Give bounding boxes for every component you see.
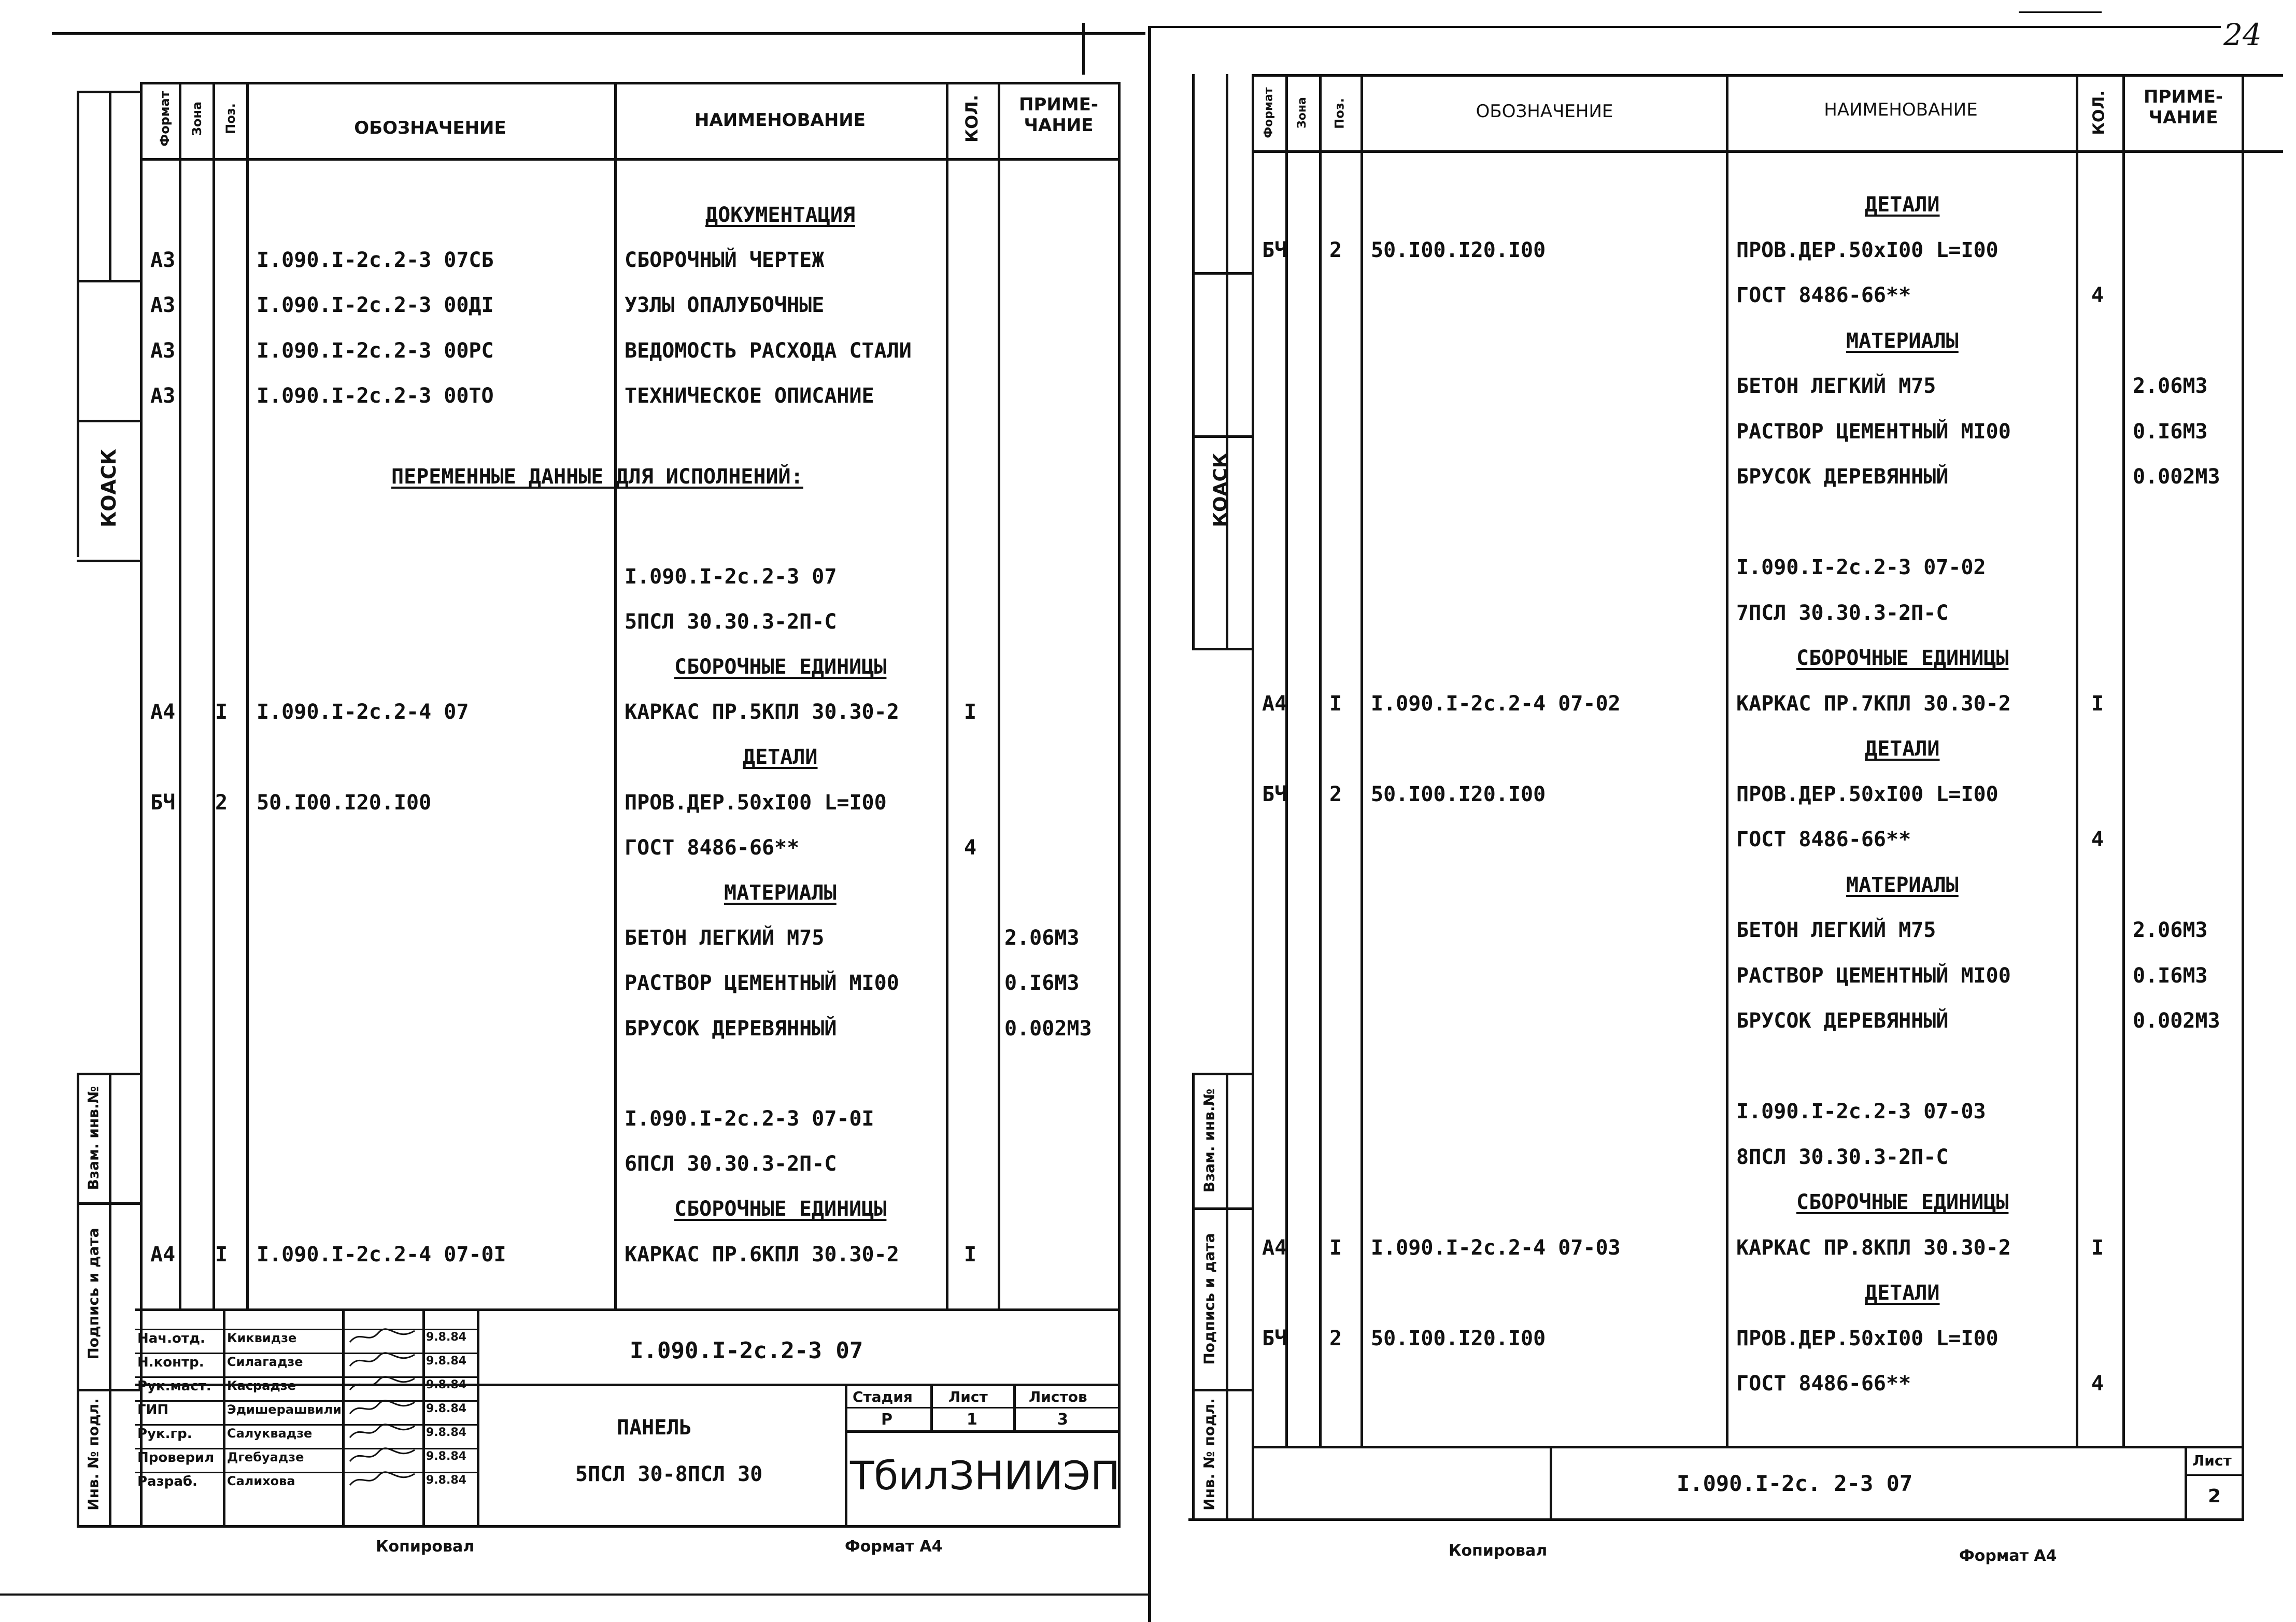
- title-block-title1: ПАНЕЛЬ: [617, 1416, 692, 1440]
- trim-line: [2019, 11, 2102, 13]
- row-format: А4: [150, 1242, 176, 1267]
- header-format: Формат: [158, 91, 172, 147]
- row-name: МАТЕРИАЛЫ: [1846, 329, 1959, 353]
- row-format: А3: [150, 338, 176, 363]
- row-quantity: 4: [964, 835, 977, 860]
- row-designation: I.090.I-2с.2-4 07-03: [1371, 1235, 1621, 1260]
- frame-top: [140, 82, 1121, 84]
- row-name: I.090.I-2с.2-3 07: [625, 564, 837, 589]
- row-format: БЧ: [1262, 1326, 1287, 1350]
- header-note-line1: ПРИМЕ-: [2144, 87, 2223, 107]
- row-name: ПРОВ.ДЕР.50хI00 L=I00: [1736, 782, 1999, 806]
- person-role: ГИП: [137, 1402, 169, 1418]
- tb-line: [2185, 1446, 2187, 1518]
- organization-name: ТбилЗНИИЭП: [850, 1453, 1121, 1499]
- row-name: ГОСТ 8486-66**: [625, 835, 800, 860]
- margin-stamp: КОАСК: [97, 449, 120, 528]
- tb-line: [2185, 1474, 2243, 1476]
- row-position: 2: [215, 790, 228, 815]
- tb-line: [845, 1430, 1119, 1433]
- margin-line: [1192, 1207, 1252, 1210]
- person-name: Силагадзе: [227, 1355, 303, 1369]
- tb-line: [845, 1407, 1119, 1408]
- row-note: 2.06М3: [2133, 918, 2208, 942]
- row-name: БРУСОК ДЕРЕВЯННЫЙ: [625, 1016, 837, 1041]
- tb-person-divider: [135, 1329, 477, 1330]
- row-name: ДЕТАЛИ: [1865, 1281, 1940, 1305]
- person-date: 9.8.84: [426, 1331, 466, 1344]
- row-format: БЧ: [150, 790, 176, 815]
- person-date: 9.8.84: [426, 1450, 466, 1463]
- header-designation: ОБОЗНАЧЕНИЕ: [1476, 101, 1613, 122]
- tb-person-divider: [135, 1424, 477, 1426]
- margin-strip: [77, 91, 79, 557]
- person-date: 9.8.84: [426, 1402, 466, 1415]
- header-designation: ОБОЗНАЧЕНИЕ: [354, 118, 506, 138]
- row-name: ГОСТ 8486-66**: [1736, 1372, 1911, 1396]
- trim-line: [52, 32, 1145, 35]
- row-note: 0.I6М3: [2133, 963, 2208, 988]
- frame-bottom: [77, 1525, 1121, 1528]
- row-quantity: I: [964, 1242, 977, 1267]
- trim-line: [1082, 23, 1085, 75]
- row-designation: I.090.I-2с.2-4 07-02: [1371, 691, 1621, 716]
- header-qty: КОЛ.: [2090, 90, 2108, 135]
- person-role: Проверил: [137, 1450, 215, 1466]
- row-quantity: 4: [2091, 283, 2104, 307]
- row-position: I: [215, 1242, 228, 1267]
- margin-label: Инв. № подл.: [1200, 1398, 1218, 1511]
- header-note: [2125, 88, 2242, 126]
- person-role: Нач.отд.: [137, 1331, 205, 1346]
- row-format: А3: [150, 293, 176, 318]
- tb-person-divider: [135, 1472, 477, 1473]
- margin-strip: [109, 91, 111, 280]
- col-divider: [614, 82, 617, 1310]
- row-name: I.090.I-2с.2-3 07-02: [1736, 556, 1986, 579]
- tb-line: [1252, 1446, 2243, 1448]
- row-position: I: [1329, 691, 1342, 716]
- signature-scribble: [347, 1398, 420, 1423]
- row-designation: I.090.I-2с.2-3 00РС: [257, 338, 494, 363]
- row-designation: 50.I00.I20.I00: [1371, 782, 1546, 806]
- person-name: Киквидзе: [227, 1331, 297, 1345]
- row-name: ДЕТАЛИ: [1865, 737, 1940, 761]
- row-name: ДЕТАЛИ: [1865, 193, 1940, 217]
- row-name: ТЕХНИЧЕСКОЕ ОПИСАНИЕ: [625, 383, 874, 408]
- row-name: ГОСТ 8486-66**: [1736, 828, 1911, 851]
- tb-line: [223, 1308, 225, 1526]
- row-note: 0.I6М3: [2133, 419, 2208, 444]
- person-date: 9.8.84: [426, 1426, 466, 1439]
- header-qty: КОЛ.: [962, 94, 982, 143]
- row-format: БЧ: [1262, 782, 1287, 806]
- margin-line: [77, 420, 141, 422]
- header-pos: Поз.: [223, 103, 238, 134]
- footer-format: Формат А4: [1959, 1547, 2057, 1565]
- row-quantity: I: [2091, 691, 2104, 716]
- person-role: Н.контр.: [137, 1355, 204, 1370]
- row-name: СБОРОЧНЫЕ ЕДИНИЦЫ: [674, 1197, 887, 1221]
- margin-line: [1192, 435, 1252, 438]
- tb-person-divider: [135, 1400, 477, 1402]
- frame-right: [2242, 74, 2244, 1520]
- col-divider: [2122, 74, 2125, 1447]
- row-name: СБОРОЧНЫЙ ЧЕРТЕЖ: [625, 248, 825, 273]
- row-designation: I.090.I-2с.2-3 00ТО: [257, 383, 494, 408]
- row-name: ГОСТ 8486-66**: [1736, 283, 1911, 307]
- row-name: 8ПСЛ 30.30.3-2П-С: [1736, 1145, 1949, 1169]
- sheet-header: Лист: [2192, 1452, 2232, 1469]
- row-note: 2.06М3: [2133, 374, 2208, 398]
- row-name: СБОРОЧНЫЕ ЕДИНИЦЫ: [1796, 1190, 2009, 1214]
- row-quantity: 4: [2091, 1372, 2104, 1396]
- stage-value: Р: [881, 1411, 892, 1429]
- person-date: 9.8.84: [426, 1474, 466, 1487]
- margin-strip: [1192, 74, 1195, 649]
- tb-person-divider: [135, 1376, 477, 1378]
- row-name: КАРКАС ПР.5КПЛ 30.30-2: [625, 700, 899, 724]
- row-quantity: I: [2091, 1235, 2104, 1260]
- margin-label: Подпись и дата: [84, 1228, 102, 1360]
- row-format: БЧ: [1262, 238, 1287, 262]
- row-name: I.090.I-2с.2-3 07-0I: [625, 1107, 874, 1131]
- frame-top: [1252, 74, 2283, 77]
- tb-person-divider: [135, 1448, 477, 1449]
- person-date: 9.8.84: [426, 1355, 466, 1368]
- row-name: МАТЕРИАЛЫ: [1846, 873, 1959, 897]
- margin-label: Взам. инв.№: [1200, 1088, 1218, 1193]
- row-name: 7ПСЛ 30.30.3-2П-С: [1736, 601, 1949, 625]
- margin-line: [77, 280, 141, 282]
- row-position: I: [1329, 1235, 1342, 1260]
- sheets-header: Листов: [1029, 1388, 1087, 1405]
- header-name: НАИМЕНОВАНИЕ: [694, 110, 866, 131]
- margin-label: Инв. № подл.: [84, 1398, 102, 1511]
- row-note: 0.I6М3: [1004, 971, 1080, 995]
- margin-label: Взам. инв.№: [84, 1086, 102, 1190]
- col-divider: [179, 82, 181, 1310]
- person-name: Салихова: [227, 1474, 295, 1488]
- header-divider: [1252, 150, 2283, 153]
- row-name: I.090.I-2с.2-3 07-03: [1736, 1100, 1986, 1123]
- margin-stamp: КОАСК: [1210, 452, 1231, 528]
- margin-line: [1192, 272, 1252, 275]
- col-divider: [1726, 74, 1728, 1447]
- tb-person-divider: [135, 1353, 477, 1354]
- row-name: КАРКАС ПР.6КПЛ 30.30-2: [625, 1242, 899, 1267]
- person-role: Рук.гр.: [137, 1426, 192, 1442]
- row-designation: I.090.I-2с.2-3 00ДI: [257, 293, 494, 318]
- tb-line: [422, 1308, 425, 1526]
- frame-left: [1252, 74, 1254, 1520]
- row-position: 2: [1329, 238, 1342, 262]
- title-block-code: I.090.I-2с.2-3 07: [630, 1338, 863, 1364]
- sheet-header: Лист: [948, 1388, 988, 1405]
- section-title: ПЕРЕМЕННЫЕ ДАННЫЕ ДЛЯ ИСПОЛНЕНИЙ:: [391, 465, 803, 489]
- header-note-line1: ПРИМЕ-: [1019, 94, 1098, 115]
- person-date: 9.8.84: [426, 1378, 466, 1391]
- sheet-value: 1: [967, 1411, 977, 1429]
- sheets-value: 3: [1057, 1411, 1068, 1429]
- col-divider: [212, 82, 215, 1310]
- signature-scribble: [347, 1446, 420, 1471]
- tb-line: [845, 1384, 847, 1526]
- col-divider: [2076, 74, 2078, 1447]
- row-name: ДЕТАЛИ: [743, 745, 818, 770]
- trim-line: [1148, 26, 2221, 28]
- footer-copied: Копировал: [376, 1538, 475, 1556]
- signature-scribble: [347, 1350, 420, 1375]
- header-divider: [140, 158, 1121, 161]
- row-name: БЕТОН ЛЕГКИЙ М75: [1736, 918, 1936, 942]
- row-position: 2: [1329, 782, 1342, 806]
- header-note: [1000, 96, 1117, 134]
- tb-line: [1550, 1446, 1552, 1518]
- row-format: А3: [150, 383, 176, 408]
- signature-scribble: [347, 1470, 420, 1495]
- row-name: БРУСОК ДЕРЕВЯННЫЙ: [1736, 1009, 1949, 1033]
- margin-strip: [77, 1073, 79, 1528]
- row-format: А4: [1262, 691, 1287, 716]
- tb-line: [477, 1308, 479, 1526]
- person-role: Разраб.: [137, 1474, 197, 1489]
- sheet-value: 2: [2208, 1486, 2221, 1507]
- signature-scribble: [347, 1422, 420, 1447]
- page-bottom-line: [0, 1593, 1148, 1596]
- row-note: 0.002М3: [1004, 1016, 1092, 1041]
- person-name: Салуквадзе: [227, 1426, 313, 1441]
- title-block-code: I.090.I-2с. 2-3 07: [1677, 1471, 1913, 1496]
- margin-strip: [1192, 1073, 1195, 1518]
- col-divider: [246, 82, 249, 1310]
- signature-scribble: [347, 1374, 420, 1399]
- row-name: КАРКАС ПР.7КПЛ 30.30-2: [1736, 691, 2011, 716]
- row-name: РАСТВОР ЦЕМЕНТНЫЙ МI00: [625, 971, 899, 995]
- row-name: ПРОВ.ДЕР.50хI00 L=I00: [625, 790, 887, 815]
- footer-copied: Копировал: [1449, 1542, 1548, 1560]
- row-note: 2.06М3: [1004, 926, 1080, 950]
- row-format: А3: [150, 248, 176, 273]
- row-name: СБОРОЧНЫЕ ЕДИНИЦЫ: [1796, 646, 2009, 670]
- row-name: 5ПСЛ 30.30.3-2П-С: [625, 609, 837, 634]
- person-name: Эдишерашвили: [227, 1402, 342, 1417]
- sheet-edge: [1148, 26, 1151, 1622]
- row-name: МАТЕРИАЛЫ: [724, 881, 837, 905]
- stage-header: Стадия: [853, 1388, 913, 1405]
- tb-line: [342, 1308, 345, 1526]
- signature-scribble: [347, 1327, 420, 1351]
- right-sheet: [1148, 0, 2296, 1622]
- header-name: НАИМЕНОВАНИЕ: [1824, 99, 1978, 120]
- row-designation: I.090.I-2с.2-4 07-0I: [257, 1242, 506, 1267]
- col-divider: [998, 82, 1000, 1310]
- person-name: Касрадзе: [227, 1378, 296, 1393]
- row-designation: I.090.I-2с.2-3 07СБ: [257, 248, 494, 273]
- margin-line: [1192, 648, 1252, 650]
- row-note: 0.002М3: [2133, 1009, 2220, 1033]
- margin-strip: [109, 1073, 111, 1528]
- row-format: А4: [150, 700, 176, 724]
- row-format: А4: [1262, 1235, 1287, 1260]
- person-role: Рук.маст.: [137, 1378, 211, 1394]
- row-name: БРУСОК ДЕРЕВЯННЫЙ: [1736, 465, 1949, 489]
- page-number: 24: [2223, 17, 2262, 52]
- row-position: 2: [1329, 1326, 1342, 1350]
- footer-format: Формат А4: [845, 1538, 943, 1556]
- row-name: ДОКУМЕНТАЦИЯ: [705, 203, 855, 227]
- row-note: 0.002М3: [2133, 465, 2220, 489]
- row-name: РАСТВОР ЦЕМЕНТНЫЙ МI00: [1736, 419, 2011, 444]
- header-zone: Зона: [190, 101, 204, 136]
- row-quantity: 4: [2091, 828, 2104, 851]
- row-designation: 50.I00.I20.I00: [1371, 1326, 1546, 1350]
- row-name: ПРОВ.ДЕР.50хI00 L=I00: [1736, 238, 1999, 262]
- col-divider: [946, 82, 948, 1310]
- person-name: Дгебуадзе: [227, 1450, 304, 1464]
- header-note-line2: ЧАНИЕ: [2148, 107, 2218, 128]
- margin-strip: [1226, 74, 1228, 649]
- row-designation: I.090.I-2с.2-4 07: [257, 700, 469, 724]
- header-note-line2: ЧАНИЕ: [1024, 115, 1094, 136]
- col-divider: [1360, 74, 1363, 1447]
- row-name: БЕТОН ЛЕГКИЙ М75: [625, 926, 825, 950]
- header-pos: Поз.: [1332, 98, 1347, 129]
- title-block-title2: 5ПСЛ 30-8ПСЛ 30: [575, 1462, 763, 1486]
- margin-line: [77, 560, 141, 562]
- tb-line: [135, 1308, 1121, 1311]
- margin-strip: [1226, 1073, 1228, 1518]
- row-name: ВЕДОМОСТЬ РАСХОДА СТАЛИ: [625, 338, 912, 363]
- margin-line: [1192, 1389, 1252, 1391]
- row-name: 6ПСЛ 30.30.3-2П-С: [625, 1152, 837, 1176]
- row-quantity: I: [964, 700, 977, 724]
- row-name: УЗЛЫ ОПАЛУБОЧНЫЕ: [625, 293, 825, 318]
- row-name: КАРКАС ПР.8КПЛ 30.30-2: [1736, 1235, 2011, 1260]
- row-designation: 50.I00.I20.I00: [1371, 238, 1546, 262]
- header-zone: Зона: [1296, 97, 1309, 129]
- row-name: ПРОВ.ДЕР.50хI00 L=I00: [1736, 1326, 1999, 1350]
- row-position: I: [215, 700, 228, 724]
- col-divider: [1319, 74, 1322, 1447]
- header-format: Формат: [1262, 87, 1275, 138]
- frame-bottom: [1188, 1518, 2244, 1521]
- row-designation: 50.I00.I20.I00: [257, 790, 432, 815]
- row-name: БЕТОН ЛЕГКИЙ М75: [1736, 374, 1936, 398]
- margin-line: [1192, 1073, 1252, 1075]
- row-name: СБОРОЧНЫЕ ЕДИНИЦЫ: [674, 655, 887, 679]
- margin-label: Подпись и дата: [1200, 1233, 1218, 1365]
- row-name: РАСТВОР ЦЕМЕНТНЫЙ МI00: [1736, 963, 2011, 988]
